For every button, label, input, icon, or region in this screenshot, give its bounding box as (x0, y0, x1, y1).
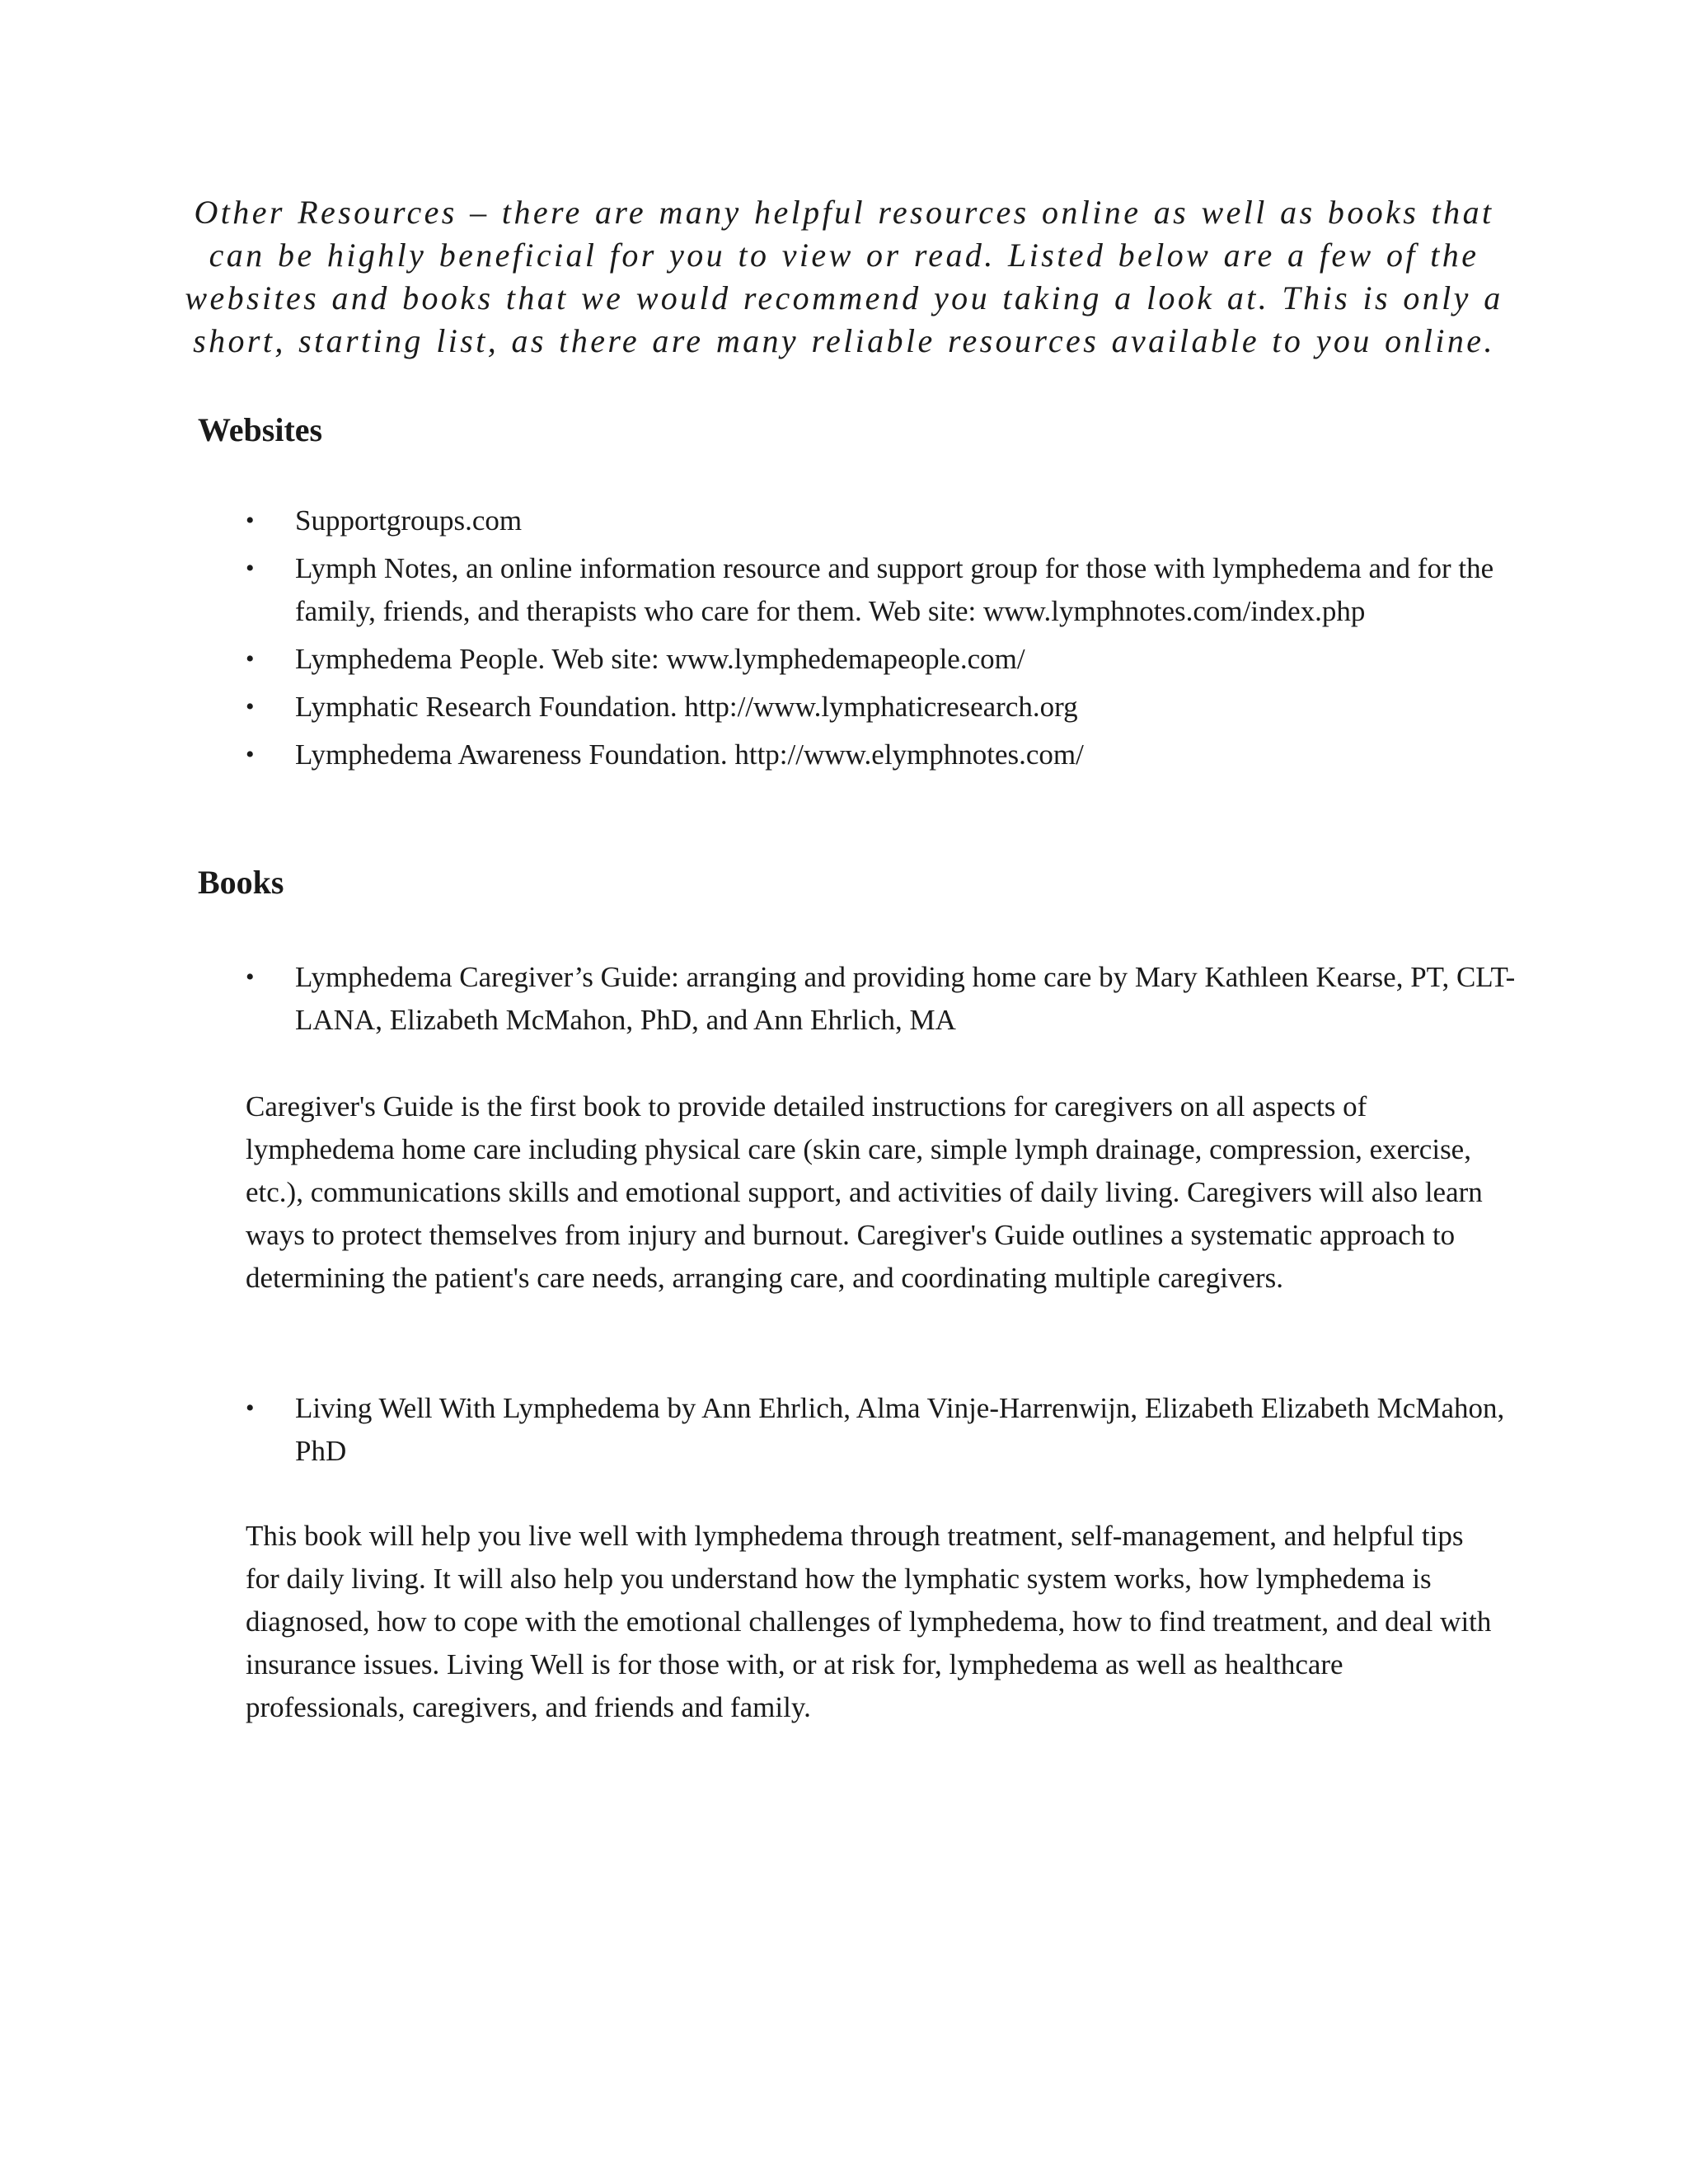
list-item (198, 956, 1517, 1042)
websites-list (198, 499, 1517, 781)
list-item (198, 1387, 1517, 1473)
bullet-icon: • (246, 963, 255, 991)
book-title: Lymphedema Caregiver’s Guide: arranging and providing home care by Mary Kathleen Kearse, PT, CLT-LANA, Elizabeth McMahon, PhD, and Ann Ehrlich, MA (295, 961, 1516, 1036)
website-item-text: Supportgroups.com (295, 504, 523, 537)
books-heading: Books (198, 864, 284, 901)
books-list (198, 956, 1517, 1047)
intro-paragraph: Other Resources – there are many helpful resources online as well as books that can be highly beneficial for you to view or read. Listed below are a few of the websites and books that we would recommend you taking a look at. This is only a short, starting list, as there are many reliable resources available to you online. (185, 194, 1503, 359)
list-item (198, 638, 1517, 681)
bullet-icon: • (246, 507, 255, 534)
bullet-icon: • (246, 645, 255, 673)
book-description: This book will help you live well with lymphedema through treatment, self-management, and helpful tips for daily living. It will also help you understand how the lymphatic system works, how lymphedema is diagnosed, how to cope with the emotional challenges of lymphedema, how to find treatment, and deal with insurance issues. Living Well is for those with, or at risk for, lymphedema as well as healthcare professionals, caregivers, and friends and family. (246, 1520, 1492, 1723)
website-item-text: Lymphatic Research Foundation. http://www.lymphaticresearch.org (295, 691, 1078, 723)
websites-heading: Websites (198, 411, 323, 448)
list-item (198, 733, 1517, 776)
list-item (198, 499, 1517, 542)
book-title: Living Well With Lymphedema by Ann Ehrlich, Alma Vinje-Harrenwijn, Elizabeth Elizabeth McMahon, PhD (295, 1392, 1505, 1467)
bullet-icon: • (246, 693, 255, 720)
website-item-text: Lymphedema People. Web site: www.lymphedemapeople.com/ (295, 643, 1025, 675)
books-list (198, 1387, 1517, 1478)
list-item (198, 547, 1517, 633)
bullet-icon: • (246, 1394, 255, 1422)
bullet-icon: • (246, 741, 255, 768)
website-item-text: Lymph Notes, an online information resource and support group for those with lymphedema and for the family, friends, and therapists who care for them. Web site: www.lymphnotes.com/index.php (295, 552, 1494, 627)
list-item (198, 686, 1517, 729)
bullet-icon: • (246, 555, 255, 582)
website-item-text: Lymphedema Awareness Foundation. http://www.elymphnotes.com/ (295, 738, 1084, 771)
book-description: Caregiver's Guide is the first book to provide detailed instructions for caregivers on all aspects of lymphedema home care including physical care (skin care, simple lymph drainage, compression, exercise, etc.), communications skills and emotional support, and activities of daily living. Caregivers will also learn ways to protect themselves from injury and burnout. Caregiver's Guide outlines a systematic approach to determining the patient's care needs, arranging care, and coordinating multiple caregivers. (246, 1090, 1483, 1294)
